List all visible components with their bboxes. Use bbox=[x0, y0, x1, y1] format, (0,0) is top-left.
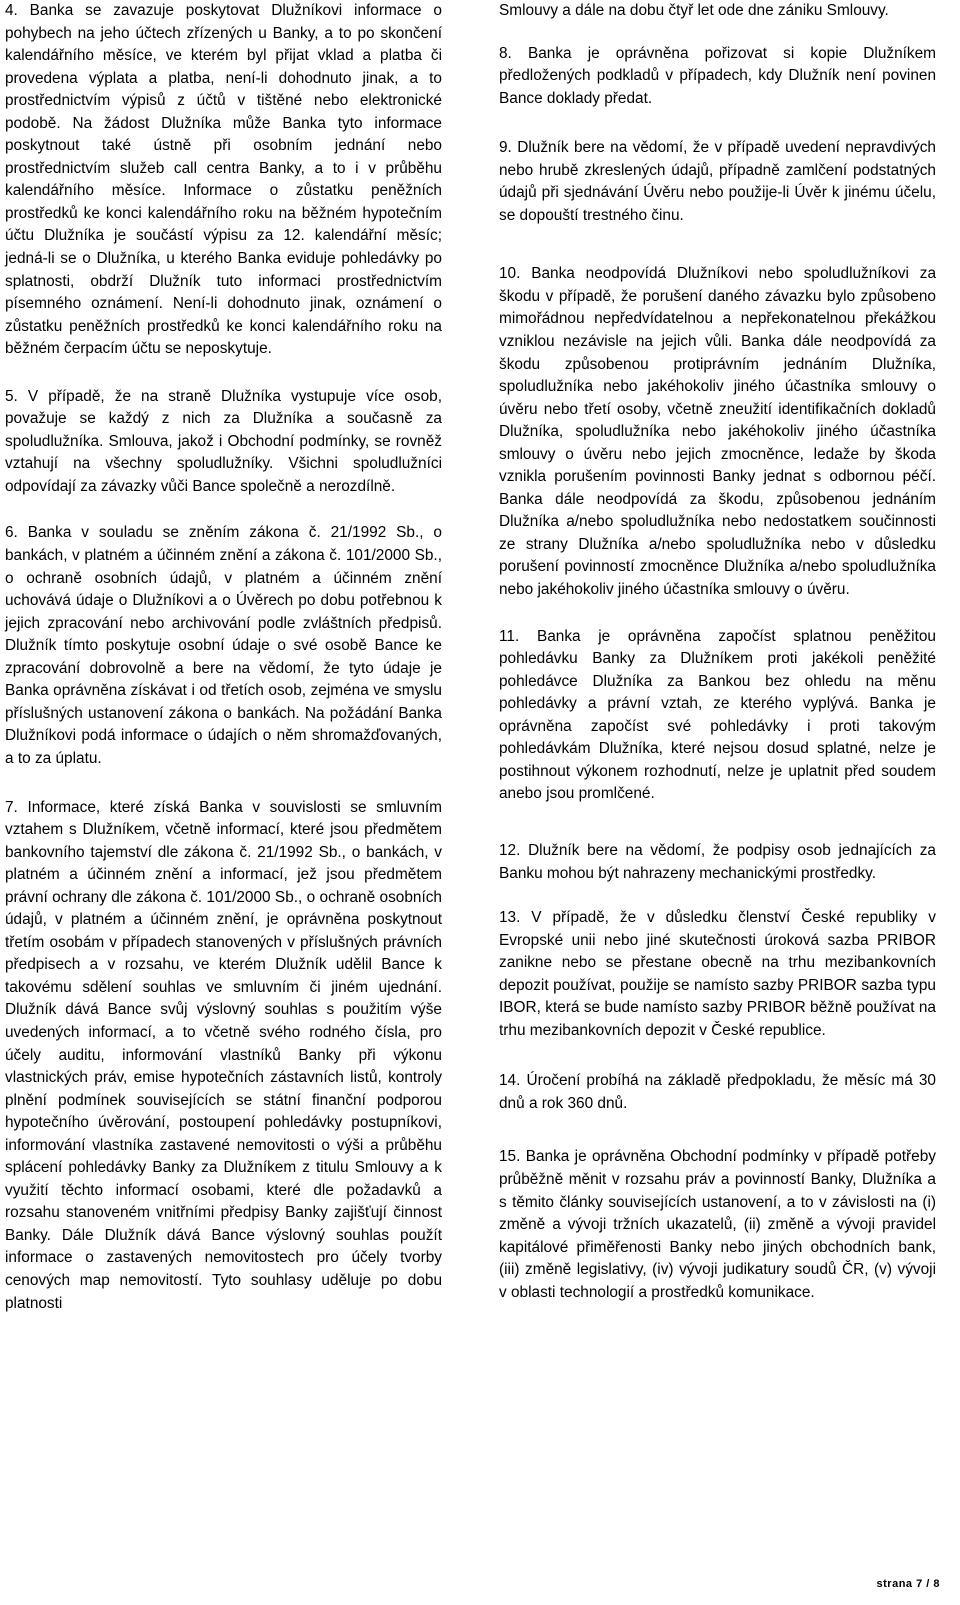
paragraph-8: 8. Banka je oprávněna pořizovat si kopie Dlužníkem předložených podkladů v případech, kdy Dlužník není povinen Bance doklady předat. bbox=[499, 44, 936, 107]
paragraph-6: 6. Banka v souladu se zněním zákona č. 21/1992 Sb., o bankách, v platném a účinném znění a zákona č. 101/2000 Sb., o ochraně osobních údajů, v platném a účinném znění uchovává údaje o Dlužníkovi a o Úvěrech po dobu potřebnou k jejich zpracování nebo archivování podle zvláštních předpisů. Dlužník tímto poskytuje osobní údaje o své osobě Bance ke zpracování dobrovolně a bere na vědomí, že tyto údaje je Banka oprávněna získávat i od třetích osob, zejména ve smyslu příslušných ustanovení zákona o bankách. Na požádání Banka Dlužníkovi podá informace o údajích o něm shromažďovaných, a to za úplatu. bbox=[5, 524, 442, 767]
left-column bbox=[5, 0, 442, 1340]
page-number: strana 7 / 8 bbox=[876, 1578, 940, 1590]
paragraph-13: 13. V případě, že v důsledku členství České republiky v Evropské unii nebo jiné skutečnosti úroková sazba PRIBOR zanikne nebo se přestane obecně na trhu mezibankovních depozit používat, použije se namísto sazby PRIBOR sazba typu IBOR, která se bude namísto sazby PRIBOR běžně používat na trhu mezibankovních depozit v České republice. bbox=[499, 909, 936, 1039]
paragraph-7-continued: Smlouvy a dále na dobu čtyř let ode dne zániku Smlouvy. bbox=[499, 2, 889, 19]
paragraph-4: 4. Banka se zavazuje poskytovat Dlužníkovi informace o pohybech na jeho účtech zřízených u Banky, a to po skončení kalendářního měsíce, ve kterém byl přijat vklad a platba či provedena výplata a platba, není-li dohodnuto jinak, a to prostřednictvím výpisů z účtů v tištěné nebo elektronické podobě. Na žádost Dlužníka může Banka tyto informace poskytnout také ústně při osobním jednání nebo prostřednictvím služeb call centra Banky, a to i v průběhu kalendářního měsíce. Informace o zůstatku peněžních prostředků ke konci kalendářního roku na běžném hypotečním účtu Dlužníka je součástí výpisu za 12. kalendářní měsíc; jedná-li se o Dlužníka, u kterého Banka eviduje pohledávky po splatnosti, obdrží Dlužník tuto informaci prostřednictvím písemného oznámení. Není-li dohodnuto jinak, oznámení o zůstatku peněžních prostředků ke konci kalendářního roku na běžném čerpacím účtu se neposkytuje. bbox=[5, 2, 442, 358]
paragraph-5: 5. V případě, že na straně Dlužníka vystupuje více osob, považuje se každý z nich za Dlužníka a současně za spoludlužníka. Smlouva, jakož i Obchodní podmínky, se rovněž vztahují na všechny spoludlužníky. Všichni spoludlužníci odpovídají za závazky vůči Bance společně a nerozdílně. bbox=[5, 387, 442, 495]
paragraph-7: 7. Informace, které získá Banka v souvislosti se smluvním vztahem s Dlužníkem, včetně informací, které jsou předmětem bankovního tajemství dle zákona č. 21/1992 Sb., o bankách, v platném a účinném znění a informací, jež jsou předmětem právní ochrany dle zákona č. 101/2000 Sb., o ochraně osobních údajů, v platném a účinném znění, je oprávněna poskytnout třetím osobám v případech stanovených v příslušných právních předpisech a v rozsahu, ve kterém Dlužník udělil Bance k takovému sdělení souhlas ve smluvním či jiném ujednání. Dlužník dává Bance svůj výslovný souhlas s použitím výše uvedených informací, a to včetně svého rodného čísla, pro účely auditu, informování vlastníků Banky při výkonu vlastnických práv, emise hypotečních zástavních listů, kontroly plnění podmínek souvisejících se státní finanční podporou hypotečního úvěrování, postoupení pohledávky postupníkovi, informování vlastníka zastavené nemovitosti o výši a průběhu splácení pohledávky Banky za Dlužníkem z titulu Smlouvy a k využití těchto informací osobami, které dle požadavků a rozsahu stanoveném vnitřními předpisy Banky zajišťují činnost Banky. Dále Dlužník dává Bance výslovný souhlas použít informace o zastavených nemovitostech pro účely tvorby cenových map nemovitostí. Tyto souhlasy uděluje po dobu platnosti bbox=[5, 798, 442, 1312]
paragraph-15: 15. Banka je oprávněna Obchodní podmínky v případě potřeby průběžně měnit v rozsahu práv a povinností Banky, Dlužníka a s těmito články souvisejících ustanovení, a to v závislosti na (i) změně a vývoji tržních ukazatelů, (ii) změně a vývoji pravidel kapitálové přiměřenosti Banky nebo jiných obchodních bank, (iii) změně legislativy, (iv) vývoji judikatury soudů ČR, (v) vývoji v oblasti technologií a prostředků komunikace. bbox=[499, 1148, 936, 1301]
right-column bbox=[499, 0, 936, 1329]
paragraph-10: 10. Banka neodpovídá Dlužníkovi nebo spoludlužníkovi za škodu v případě, že porušení daného závazku bylo způsobeno mimořádnou nepředvídatelnou a nepřekonatelnou překážkou vzniklou nezávisle na jejich vůli. Banka dále neodpovídá za škodu způsobenou protiprávním jednáním Dlužníka, spoludlužníka nebo jakéhokoliv jiného účastníka smlouvy o úvěru nebo třetí osoby, včetně zneužití identifikačních dokladů Dlužníka, spoludlužníka nebo jakéhokoliv jiného účastníka smlouvy o úvěru nebo jejich zmocněnce, ledaže by škoda vznikla porušením povinnosti Banky jednat s odbornou péčí. Banka dále neodpovídá za škodu, způsobenou jednáním Dlužníka a/nebo spoludlužníka nebo nedostatkem součinnosti ze strany Dlužníka a/nebo spoludlužníka nebo v důsledku porušení povinností zmocněnce Dlužníka a/nebo spoludlužníka nebo jakéhokoliv jiného účastníka smlouvy o úvěru. bbox=[499, 265, 936, 599]
paragraph-12: 12. Dlužník bere na vědomí, že podpisy osob jednajících za Banku mohou být nahrazeny mechanickými prostředky. bbox=[499, 841, 936, 882]
paragraph-14: 14. Úročení probíhá na základě předpokladu, že měsíc má 30 dnů a rok 360 dnů. bbox=[499, 1072, 936, 1112]
paragraph-9: 9. Dlužník bere na vědomí, že v případě uvedení nepravdivých nebo hrubě zkreslených údajů, případně zamlčení podstatných údajů při sjednávání Úvěru nebo použije-li Úvěr k jinému účelu, se dopouští trestného činu. bbox=[499, 139, 936, 224]
paragraph-11: 11. Banka je oprávněna započíst splatnou peněžitou pohledávku Banky za Dlužníkem proti jakékoli peněžité pohledávce Dlužníka za Bankou bez ohledu na měnu pohledávky a právní vztah, ze kterého vyplývá. Banka je oprávněna započíst své pohledávky i proti takovým pohledávkám Dlužníka, které nejsou dosud splatné, nelze je postihnout výkonem rozhodnutí, nelze je uplatnit před soudem anebo jsou promlčené. bbox=[499, 627, 936, 803]
